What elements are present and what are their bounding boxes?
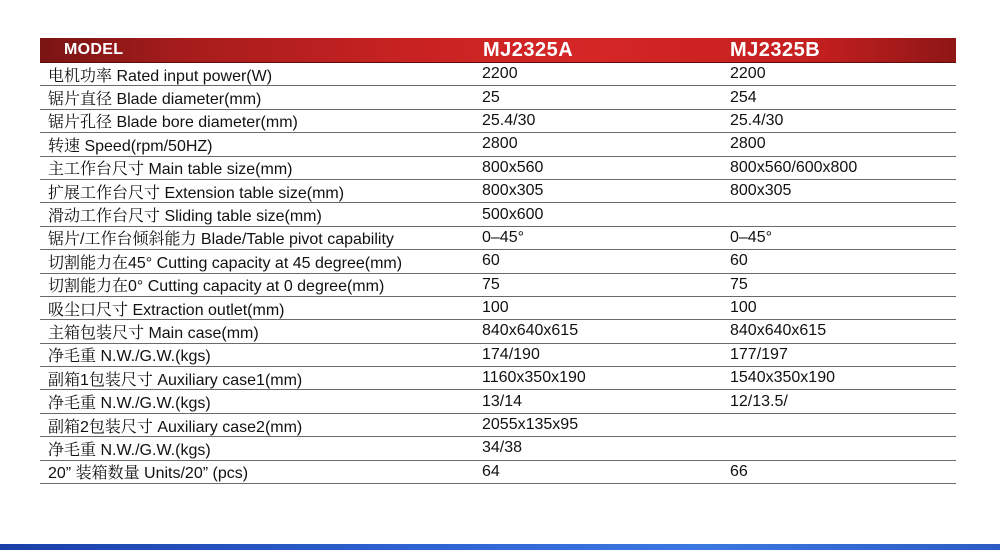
table-row [40, 133, 956, 156]
value-model-b: 25.4/30 [730, 111, 784, 129]
spec-label: 净毛重 N.W./G.W.(kgs) [48, 348, 211, 366]
table-row [40, 63, 956, 86]
table-row [40, 203, 956, 226]
value-model-a: 60 [482, 252, 500, 270]
table-row [40, 461, 956, 484]
table-row [40, 390, 956, 413]
table-row [40, 250, 956, 273]
value-model-a: 840x640x615 [482, 322, 579, 340]
value-model-a: 100 [482, 299, 509, 317]
bottom-decorative-band [0, 544, 1000, 550]
spec-label: 副箱2包装尺寸 Auxiliary case2(mm) [48, 418, 303, 436]
value-model-a: 34/38 [482, 439, 523, 457]
value-model-b: 2800 [730, 135, 766, 153]
table-row [40, 227, 956, 250]
value-model-a: 25 [482, 88, 500, 106]
spec-label: 锯片孔径 Blade bore diameter(mm) [48, 114, 298, 132]
spec-label: 扩展工作台尺寸 Extension table size(mm) [48, 184, 345, 202]
value-model-b: 1540x350x190 [730, 369, 835, 387]
table-row [40, 297, 956, 320]
value-model-b: 800x305 [730, 182, 792, 200]
table-row [40, 320, 956, 343]
value-model-b: 2200 [730, 65, 766, 83]
value-model-a: 2800 [482, 135, 518, 153]
spec-label: 切割能力在0° Cutting capacity at 0 degree(mm) [48, 278, 385, 296]
spec-label: 20” 装箱数量 Units/20” (pcs) [48, 465, 249, 483]
spec-label: 电机功率 Rated input power(W) [48, 67, 273, 85]
header-model-a: MJ2325A [483, 38, 574, 61]
value-model-b: 66 [730, 462, 748, 480]
value-model-a: 2200 [482, 65, 518, 83]
table-row [40, 344, 956, 367]
value-model-b: 100 [730, 299, 757, 317]
spec-label: 锯片/工作台倾斜能力 Blade/Table pivot capability [48, 231, 394, 249]
spec-label: 副箱1包装尺寸 Auxiliary case1(mm) [48, 371, 303, 389]
spec-label: 净毛重 N.W./G.W.(kgs) [48, 395, 211, 413]
table-row [40, 367, 956, 390]
value-model-a: 0–45° [482, 228, 524, 246]
spec-label: 净毛重 N.W./G.W.(kgs) [48, 441, 211, 459]
value-model-b: 0–45° [730, 228, 772, 246]
table-row [40, 437, 956, 460]
value-model-a: 25.4/30 [482, 111, 536, 129]
value-model-a: 800x305 [482, 182, 544, 200]
table-row [40, 86, 956, 109]
spec-label: 吸尘口尺寸 Extraction outlet(mm) [48, 301, 285, 319]
table-row [40, 110, 956, 133]
spec-table [40, 38, 956, 484]
value-model-a: 13/14 [482, 392, 523, 410]
value-model-b: 800x560/600x800 [730, 158, 858, 176]
table-row [40, 157, 956, 180]
spec-label: 滑动工作台尺寸 Sliding table size(mm) [48, 208, 322, 226]
spec-label: 转速 Speed(rpm/50HZ) [48, 137, 213, 155]
spec-label: 锯片直径 Blade diameter(mm) [48, 91, 262, 109]
spec-label: 切割能力在45° Cutting capacity at 45 degree(mm) [48, 254, 403, 272]
value-model-b: 254 [730, 88, 757, 106]
value-model-a: 500x600 [482, 205, 544, 223]
table-body [40, 63, 956, 484]
table-row [40, 414, 956, 437]
value-model-a: 64 [482, 462, 500, 480]
value-model-a: 75 [482, 275, 500, 293]
value-model-b: 177/197 [730, 345, 788, 363]
table-row [40, 180, 956, 203]
value-model-a: 1160x350x190 [482, 369, 586, 387]
header-model-label: MODEL [64, 41, 124, 58]
value-model-b: 840x640x615 [730, 322, 827, 340]
value-model-b: 12/13.5/ [730, 392, 788, 410]
value-model-a: 174/190 [482, 345, 540, 363]
table-row [40, 274, 956, 297]
header-model-b: MJ2325B [730, 38, 821, 61]
value-model-a: 800x560 [482, 158, 544, 176]
spec-label: 主箱包装尺寸 Main case(mm) [48, 325, 259, 342]
table-header [40, 38, 956, 63]
value-model-b: 60 [730, 252, 748, 270]
value-model-a: 2055x135x95 [482, 416, 579, 434]
spec-label: 主工作台尺寸 Main table size(mm) [48, 161, 293, 179]
value-model-b: 75 [730, 275, 748, 293]
